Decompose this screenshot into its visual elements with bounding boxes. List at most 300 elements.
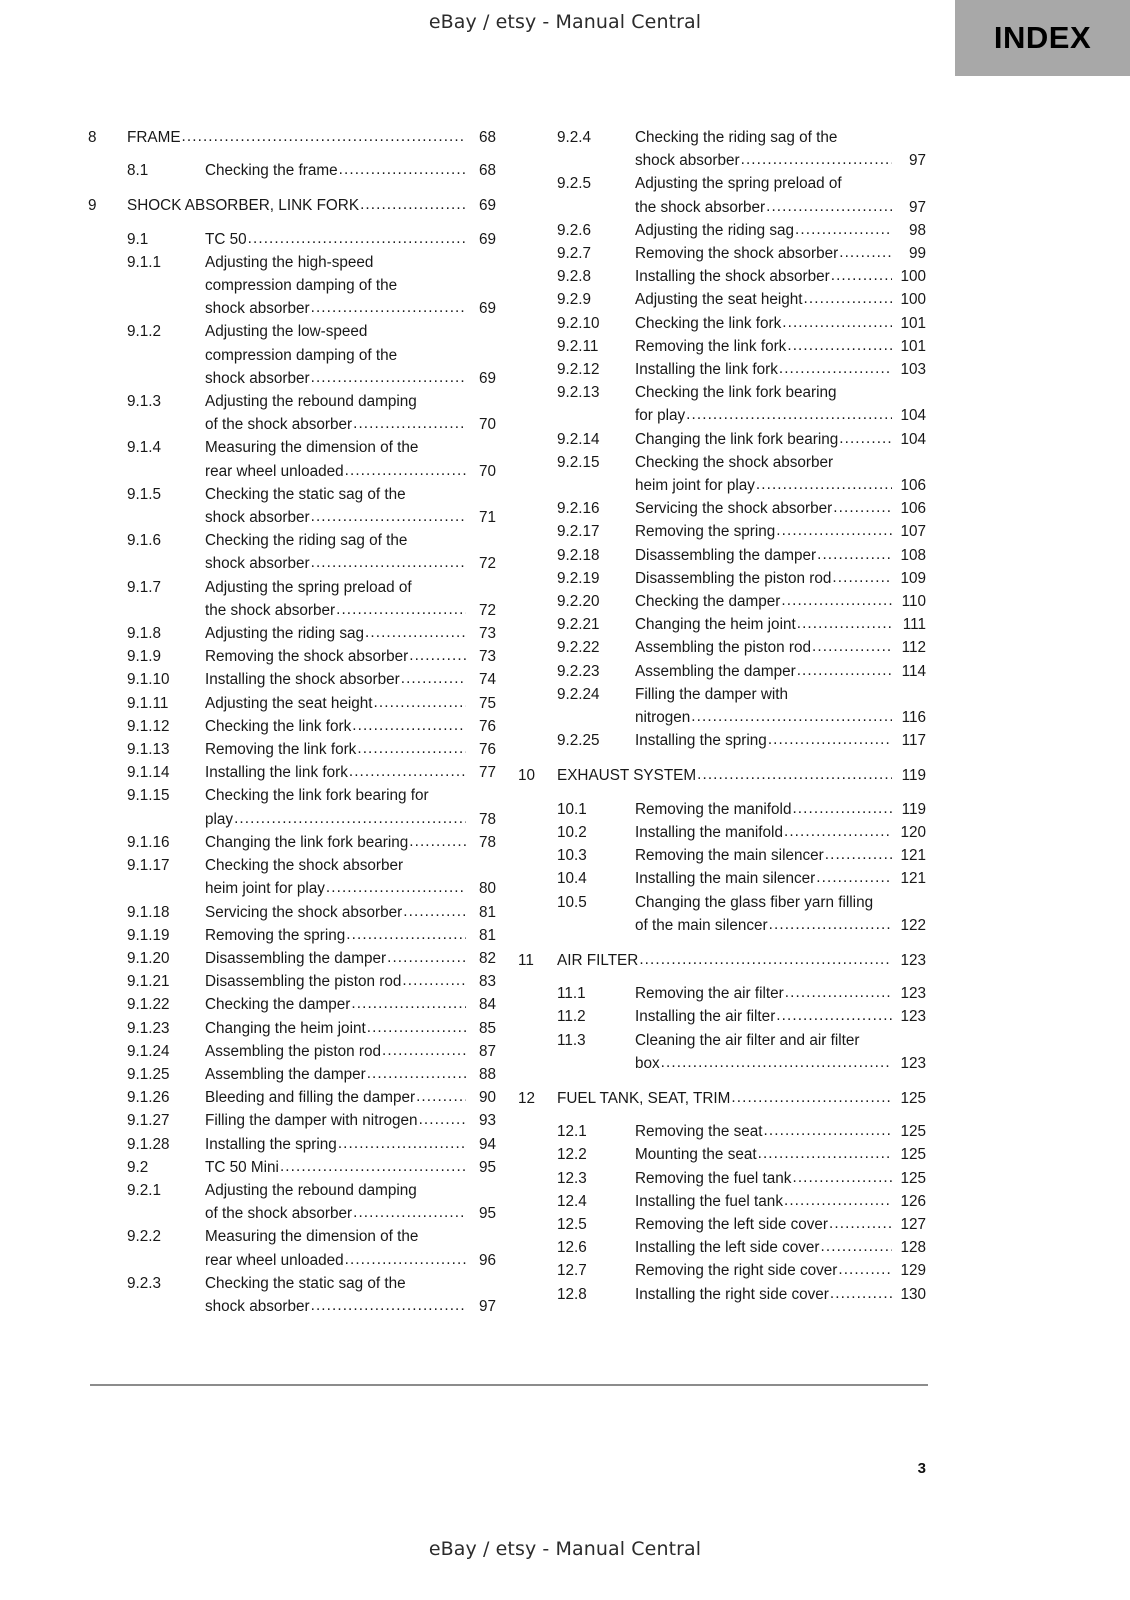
toc-entry-page: 69 <box>478 197 496 215</box>
toc-entry-last-line <box>557 764 926 787</box>
toc-entry-number: 9.1.11 <box>127 694 169 712</box>
toc-entry-title: Removing the left side cover <box>635 1215 829 1233</box>
toc-entry-body <box>205 1156 496 1179</box>
toc-entry-title: Checking the shock absorber <box>635 453 834 471</box>
toc-entry-line <box>205 784 496 807</box>
toc-entry[interactable] <box>88 228 496 251</box>
toc-entry-title: Checking the static sag of the <box>205 485 406 503</box>
toc-entry-body <box>635 1190 926 1213</box>
toc-entry[interactable] <box>88 576 496 622</box>
toc-entry-number: 11.2 <box>557 1008 586 1026</box>
dot-leader <box>367 1016 466 1039</box>
toc-entry-page: 120 <box>900 823 926 841</box>
toc-entry[interactable] <box>518 683 926 729</box>
dot-leader <box>248 227 466 250</box>
toc-entry-body <box>635 636 926 659</box>
toc-entry-page: 119 <box>901 767 926 785</box>
toc-entry-body <box>205 970 496 993</box>
toc-entry[interactable] <box>518 428 926 451</box>
dot-leader <box>353 1201 466 1224</box>
toc-entry[interactable] <box>88 1040 496 1063</box>
toc-entry-title: nitrogen <box>635 709 691 727</box>
dot-leader <box>382 1039 466 1062</box>
toc-entry-body <box>635 867 926 890</box>
toc-entry-last-line <box>205 1133 496 1156</box>
toc-entry-last-line <box>635 1167 926 1190</box>
toc-entry[interactable] <box>88 738 496 761</box>
toc-entry[interactable] <box>88 924 496 947</box>
index-tab-label: INDEX <box>993 20 1092 55</box>
toc-entry-page: 68 <box>478 129 496 146</box>
toc-entry-title: heim joint for play <box>635 477 755 495</box>
toc-entry-page: 87 <box>478 1042 496 1060</box>
toc-entry-line <box>205 1272 496 1295</box>
toc-entry[interactable] <box>518 1190 926 1213</box>
toc-entry-line <box>205 529 496 552</box>
toc-entry-body <box>635 729 926 752</box>
toc-entry-title: Changing the link fork bearing <box>635 430 839 448</box>
toc-entry[interactable] <box>88 320 496 390</box>
toc-entry-last-line <box>205 1156 496 1179</box>
toc-entry[interactable] <box>88 159 496 182</box>
toc-entry[interactable] <box>88 784 496 830</box>
toc-entry[interactable] <box>88 831 496 854</box>
toc-entry-last-line <box>205 622 496 645</box>
toc-entry-body <box>635 1259 926 1282</box>
toc-entry-title: compression damping of the <box>205 346 398 364</box>
toc-entry-last-line <box>635 335 926 358</box>
toc-entry-number: 9.2.15 <box>557 453 600 471</box>
toc-entry-title: Installing the right side cover <box>635 1285 829 1303</box>
toc-entry-title: Checking the damper <box>205 996 351 1014</box>
dot-leader <box>402 969 466 992</box>
dot-leader <box>352 714 466 737</box>
toc-entry-page: 123 <box>900 1008 926 1026</box>
footer-watermark: eBay / etsy - Manual Central <box>428 1538 702 1560</box>
toc-entry-number: 9.1.7 <box>127 578 162 596</box>
dot-leader <box>816 866 892 889</box>
toc-entry-number: 9.2.8 <box>557 268 592 286</box>
toc-entry[interactable] <box>88 993 496 1016</box>
toc-entry-page: 98 <box>908 221 926 239</box>
toc-entry-title: Installing the spring <box>635 732 767 750</box>
toc-entry-last-line <box>635 265 926 288</box>
toc-entry-title: Assembling the piston rod <box>205 1042 382 1060</box>
toc-entry-body <box>205 784 496 830</box>
toc-entry-last-line <box>635 660 926 683</box>
toc-entry[interactable] <box>518 1087 926 1110</box>
toc-entry[interactable] <box>518 613 926 636</box>
toc-entry-body <box>205 738 496 761</box>
toc-entry-body <box>205 692 496 715</box>
toc-entry-title: Cleaning the air filter and air filter <box>635 1031 860 1049</box>
toc-entry-number: 9.2.20 <box>557 593 600 611</box>
dot-leader <box>756 473 892 496</box>
toc-entry[interactable] <box>88 854 496 900</box>
toc-entry-number: 9.1.16 <box>127 833 170 851</box>
toc-entry-body <box>635 381 926 427</box>
toc-entry-page: 81 <box>478 926 496 944</box>
toc-entry-last-line <box>635 1052 926 1075</box>
toc-entry-body <box>635 613 926 636</box>
toc-entry[interactable] <box>88 1086 496 1109</box>
toc-entry[interactable] <box>88 1017 496 1040</box>
dot-leader <box>782 311 892 334</box>
dot-leader <box>360 193 466 216</box>
toc-entry[interactable] <box>518 590 926 613</box>
toc-entry[interactable] <box>518 312 926 335</box>
toc-entry[interactable] <box>88 529 496 575</box>
toc-entry-last-line <box>635 544 926 567</box>
dot-leader <box>839 427 892 450</box>
toc-entry-title: Removing the main silencer <box>635 847 824 865</box>
toc-entry-line <box>205 854 496 877</box>
toc-entry[interactable] <box>518 1143 926 1166</box>
toc-entry-last-line <box>635 798 926 821</box>
toc-entry-title: Removing the fuel tank <box>635 1169 792 1187</box>
toc-entry-last-line <box>205 367 496 390</box>
toc-entry[interactable] <box>88 1156 496 1179</box>
toc-entry-body <box>635 982 926 1005</box>
dot-leader <box>792 1166 892 1189</box>
toc-entry-number: 11.1 <box>557 985 586 1003</box>
toc-entry-body <box>635 242 926 265</box>
dot-leader <box>311 551 466 574</box>
dot-leader <box>769 913 892 936</box>
toc-entry[interactable] <box>518 126 926 172</box>
toc-entry-number: 9.2.25 <box>557 732 600 750</box>
toc-entry[interactable] <box>518 520 926 543</box>
dot-leader <box>339 158 466 181</box>
toc-entry[interactable] <box>518 821 926 844</box>
dot-leader <box>741 148 892 171</box>
toc-entry[interactable] <box>518 764 926 787</box>
toc-entry-last-line <box>205 970 496 993</box>
toc-entry[interactable] <box>88 194 496 217</box>
toc-entry[interactable] <box>518 451 926 497</box>
toc-entry-title: FRAME <box>127 129 181 146</box>
toc-entry-page: 125 <box>900 1123 926 1141</box>
toc-entry-title: Installing the left side cover <box>635 1239 820 1257</box>
toc-entry-last-line <box>205 460 496 483</box>
toc-entry-last-line <box>205 1295 496 1318</box>
toc-entry-last-line <box>635 844 926 867</box>
toc-entry[interactable] <box>88 483 496 529</box>
toc-entry-last-line <box>205 159 496 182</box>
toc-entry[interactable] <box>518 1167 926 1190</box>
toc-entry[interactable] <box>518 1120 926 1143</box>
toc-entry[interactable] <box>518 949 926 972</box>
toc-entry-page: 127 <box>900 1215 926 1233</box>
toc-entry-page: 68 <box>478 162 496 180</box>
toc-entry-title: SHOCK ABSORBER, LINK FORK <box>127 197 360 215</box>
page-number: 3 <box>917 1460 926 1477</box>
toc-entry-page: 76 <box>478 741 496 759</box>
toc-entry-page: 85 <box>478 1019 496 1037</box>
header-watermark: eBay / etsy - Manual Central <box>428 11 702 33</box>
toc-entry[interactable] <box>518 729 926 752</box>
toc-entry[interactable] <box>518 660 926 683</box>
toc-entry-number: 12 <box>518 1089 536 1107</box>
toc-entry-title: Adjusting the rebound damping <box>205 393 417 411</box>
toc-entry-page: 106 <box>900 477 926 495</box>
toc-entry[interactable] <box>518 982 926 1005</box>
toc-entry-title: Filling the damper with nitrogen <box>205 1112 418 1130</box>
toc-entry-number: 9.1.9 <box>127 648 162 666</box>
toc-entry-title: Removing the seat <box>635 1123 763 1141</box>
toc-entry-title: Checking the shock absorber <box>205 857 404 875</box>
toc-entry-number: 10.5 <box>557 893 587 911</box>
toc-entry-body <box>205 715 496 738</box>
toc-entry-page: 78 <box>478 833 496 851</box>
toc-entry-number: 9.2.23 <box>557 662 600 680</box>
toc-entry[interactable] <box>88 251 496 321</box>
dot-leader <box>365 621 466 644</box>
toc-entry-last-line <box>635 219 926 242</box>
toc-entry[interactable] <box>88 1179 496 1225</box>
toc-entry-number: 9.1.21 <box>127 973 170 991</box>
toc-entry-number: 12.1 <box>557 1123 587 1141</box>
dot-leader <box>353 412 466 435</box>
toc-entry[interactable] <box>88 761 496 784</box>
dot-leader <box>831 264 892 287</box>
toc-entry-last-line <box>635 613 926 636</box>
toc-entry-last-line <box>635 358 926 381</box>
toc-entry-last-line <box>205 901 496 924</box>
toc-entry[interactable] <box>518 265 926 288</box>
toc-entry-line <box>205 390 496 413</box>
toc-entry-body <box>205 1040 496 1063</box>
toc-entry-last-line <box>127 126 496 149</box>
toc-entry-line <box>205 251 496 274</box>
toc-entry-number: 9.2.18 <box>557 546 600 564</box>
toc-entry-title: Removing the shock absorber <box>635 245 839 263</box>
toc-entry-body <box>205 1109 496 1132</box>
toc-entry-last-line <box>205 947 496 970</box>
toc-entry-body <box>635 1236 926 1259</box>
toc-entry-number: 10.2 <box>557 823 587 841</box>
toc-entry-page: 97 <box>908 152 926 170</box>
toc-entry-last-line <box>635 821 926 844</box>
toc-entry-title: Assembling the piston rod <box>635 639 812 657</box>
toc-entry-title: Checking the frame <box>205 162 338 180</box>
toc-entry[interactable] <box>518 1236 926 1259</box>
toc-entry-last-line <box>635 867 926 890</box>
dot-leader <box>758 1142 892 1165</box>
toc-entry-number: 9.1.2 <box>127 323 162 341</box>
toc-entry-page: 71 <box>478 509 496 527</box>
dot-leader <box>387 946 466 969</box>
toc-entry[interactable] <box>518 891 926 937</box>
toc-entry[interactable] <box>518 335 926 358</box>
toc-entry-line <box>635 172 926 195</box>
toc-entry-page: 129 <box>900 1262 926 1280</box>
toc-entry[interactable] <box>518 242 926 265</box>
toc-entry-title: Adjusting the rebound damping <box>205 1181 417 1199</box>
toc-entry-line <box>205 1179 496 1202</box>
toc-entry-number: 8.1 <box>127 162 149 180</box>
toc-entry[interactable] <box>518 798 926 821</box>
toc-entry[interactable] <box>518 567 926 590</box>
toc-entry-body <box>205 993 496 1016</box>
toc-entry-body <box>635 844 926 867</box>
toc-entry-body <box>635 1143 926 1166</box>
toc-entry-body <box>127 194 496 217</box>
toc-entry-number: 9.2.16 <box>557 500 600 518</box>
toc-entry-title: of the shock absorber <box>205 1205 353 1223</box>
toc-entry-title: shock absorber <box>205 1297 310 1315</box>
toc-entry[interactable] <box>88 947 496 970</box>
toc-entry-last-line <box>635 706 926 729</box>
toc-entry-last-line <box>635 520 926 543</box>
toc-entry-page: 95 <box>478 1158 496 1176</box>
toc-entry-body <box>635 126 926 172</box>
toc-entry[interactable] <box>88 1272 496 1318</box>
toc-entry-number: 9.1.4 <box>127 439 162 457</box>
toc-entry-title: rear wheel unloaded <box>205 1251 344 1269</box>
dot-leader <box>182 125 466 148</box>
toc-entry[interactable] <box>88 622 496 645</box>
toc-entry[interactable] <box>88 645 496 668</box>
toc-entry-last-line <box>205 413 496 436</box>
toc-entry-page: 99 <box>908 245 926 263</box>
toc-entry-body <box>205 1179 496 1225</box>
toc-entry-body <box>635 428 926 451</box>
toc-entry[interactable] <box>88 970 496 993</box>
dot-leader <box>832 566 892 589</box>
toc-entry[interactable] <box>518 497 926 520</box>
dot-leader <box>731 1086 892 1109</box>
toc-entry-last-line <box>635 1283 926 1306</box>
toc-entry[interactable] <box>518 381 926 427</box>
toc-entry-number: 9 <box>88 197 97 215</box>
toc-entry[interactable] <box>88 436 496 482</box>
toc-entry-body <box>635 451 926 497</box>
toc-entry-page: 114 <box>901 662 926 680</box>
toc-entry-number: 12.5 <box>557 1215 587 1233</box>
toc-entry[interactable] <box>518 1259 926 1282</box>
toc-entry-page: 104 <box>900 430 926 448</box>
toc-entry-body <box>635 660 926 683</box>
toc-entry-title: the shock absorber <box>635 198 766 216</box>
dot-leader <box>338 1132 466 1155</box>
toc-entry[interactable] <box>88 1109 496 1132</box>
toc-entry[interactable] <box>518 844 926 867</box>
toc-entry[interactable] <box>518 636 926 659</box>
toc-entry[interactable] <box>518 219 926 242</box>
toc-entry-title: Installing the air filter <box>635 1008 776 1026</box>
toc-entry-title: Adjusting the riding sag <box>205 625 365 643</box>
dot-leader <box>830 1282 892 1305</box>
toc-entry[interactable] <box>88 668 496 691</box>
toc-entry-title: Checking the link fork <box>635 314 782 332</box>
dot-leader <box>787 334 892 357</box>
toc-entry[interactable] <box>518 172 926 218</box>
dot-leader <box>776 519 892 542</box>
toc-entry[interactable] <box>518 358 926 381</box>
toc-entry[interactable] <box>88 901 496 924</box>
dot-leader <box>812 635 892 658</box>
toc-entry-last-line <box>635 312 926 335</box>
toc-entry[interactable] <box>518 544 926 567</box>
toc-entry-title: Installing the fuel tank <box>635 1192 783 1210</box>
toc-entry-line <box>205 320 496 343</box>
toc-entry-body <box>205 320 496 390</box>
dot-leader <box>797 612 892 635</box>
toc-entry-title: Installing the link fork <box>635 361 778 379</box>
toc-entry-page: 95 <box>478 1205 496 1223</box>
toc-entry-last-line <box>635 914 926 937</box>
toc-entry-body <box>635 335 926 358</box>
toc-entry-title: Installing the link fork <box>205 764 348 782</box>
toc-entry-title: heim joint for play <box>205 880 325 898</box>
toc-entry-line <box>635 891 926 914</box>
dot-leader <box>838 1258 892 1281</box>
toc-entry-body <box>635 219 926 242</box>
toc-entry-page: 80 <box>478 880 496 898</box>
toc-entry-number: 9.1.12 <box>127 717 170 735</box>
toc-entry-page: 123 <box>900 1054 926 1072</box>
toc-entry-number: 9.1.10 <box>127 671 170 689</box>
toc-entry[interactable] <box>518 867 926 890</box>
dot-leader <box>781 589 892 612</box>
toc-entry-title: Removing the manifold <box>635 800 792 818</box>
toc-entry-number: 9.2.24 <box>557 685 600 703</box>
toc-entry[interactable] <box>518 1029 926 1075</box>
toc-entry-number: 12.3 <box>557 1169 587 1187</box>
toc-entry-body <box>205 529 496 575</box>
toc-entry-number: 9.2.14 <box>557 430 600 448</box>
toc-entry-number: 9.2.1 <box>127 1181 162 1199</box>
dot-leader <box>416 1085 466 1108</box>
toc-entry[interactable] <box>518 288 926 311</box>
toc-entry-number: 9.1.13 <box>127 741 170 759</box>
toc-entry-page: 125 <box>900 1169 926 1187</box>
toc-entry-title: Adjusting the spring preload of <box>635 175 842 193</box>
toc-entry-page: 100 <box>900 268 926 286</box>
toc-entry[interactable] <box>88 1133 496 1156</box>
toc-entry[interactable] <box>88 1225 496 1271</box>
toc-entry-body <box>205 228 496 251</box>
toc-entry-page: 69 <box>478 300 496 318</box>
toc-entry[interactable] <box>88 692 496 715</box>
toc-entry-number: 9.2.3 <box>127 1274 162 1292</box>
toc-entry[interactable] <box>88 1063 496 1086</box>
toc-entry[interactable] <box>518 1213 926 1236</box>
toc-entry-title: Checking the link fork bearing <box>635 384 837 402</box>
toc-entry[interactable] <box>518 1283 926 1306</box>
toc-entry[interactable] <box>88 390 496 436</box>
toc-entry-title: Checking the link fork bearing for <box>205 787 429 805</box>
dot-leader <box>795 218 892 241</box>
toc-entry-title: Adjusting the high-speed <box>205 253 374 271</box>
toc-entry-body <box>635 1167 926 1190</box>
toc-entry-title: shock absorber <box>635 152 740 170</box>
toc-entry[interactable] <box>88 715 496 738</box>
dot-leader <box>779 357 892 380</box>
dot-leader <box>776 1004 892 1027</box>
toc-entry-number: 9.1.17 <box>127 857 170 875</box>
toc-entry-body <box>205 1225 496 1271</box>
toc-entry-title: shock absorber <box>205 509 310 527</box>
toc-entry[interactable] <box>88 126 496 149</box>
toc-entry-title: shock absorber <box>205 369 310 387</box>
toc-entry-body <box>635 1120 926 1143</box>
toc-entry-last-line <box>205 715 496 738</box>
toc-entry-last-line <box>205 877 496 900</box>
toc-entry[interactable] <box>518 1005 926 1028</box>
toc-entry-page: 88 <box>478 1065 496 1083</box>
